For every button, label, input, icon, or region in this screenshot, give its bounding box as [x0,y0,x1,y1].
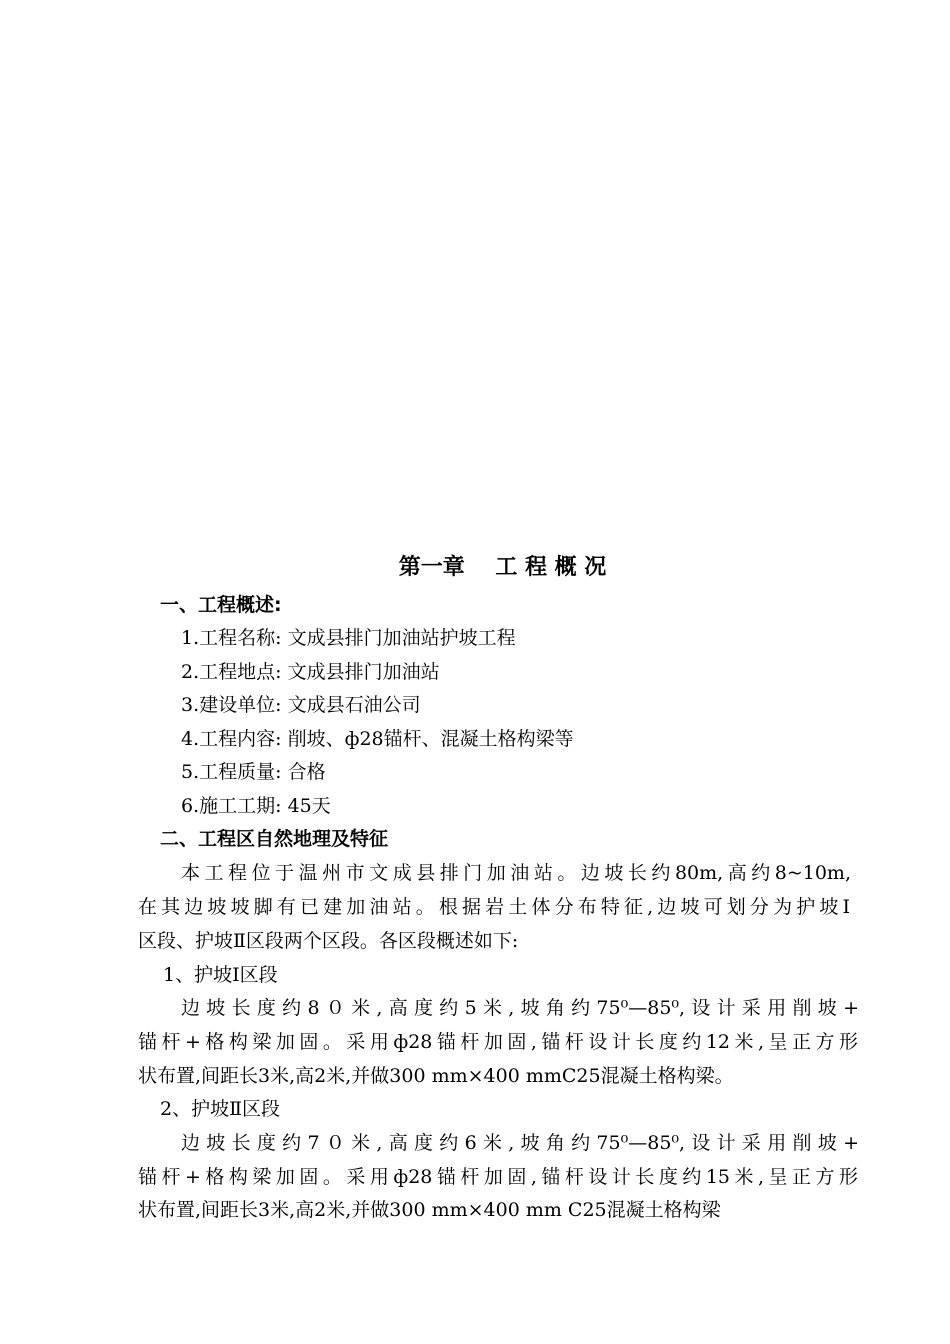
overview-item-owner: 3.建设单位: 文成县石油公司 [181,694,421,716]
paragraph-line: 边坡长度约7０米,高度约6米,坡角约75⁰—85⁰,设计采用削坡+ [181,1132,859,1154]
section-heading-overview: 一、工程概述: [160,594,282,616]
overview-item-quality: 5.工程质量: 合格 [181,761,326,783]
zone2-heading: 2、护坡Ⅱ区段 [160,1098,281,1120]
overview-item-duration: 6.施工工期: 45天 [181,795,331,817]
paragraph-line: 锚杆+格构梁加固。采用ф28锚杆加固,锚杆设计长度约15米,呈正方形 [138,1166,858,1188]
overview-item-location: 2.工程地点: 文成县排门加油站 [181,661,440,683]
paragraph-line: 在其边坡坡脚有已建加油站。根据岩土体分布特征,边坡可划分为护坡Ⅰ [138,896,850,918]
paragraph-line: 状布置,间距长3米,高2米,并做300 mm×400 mm C25混凝土格构梁 [138,1199,721,1221]
paragraph-line: 状布置,间距长3米,高2米,并做300 mm×400 mmC25混凝土格构梁。 [138,1065,734,1087]
overview-item-content: 4.工程内容: 削坡、ф28锚杆、混凝土格构梁等 [181,728,574,750]
paragraph-line: 边坡长度约8０米,高度约5米,坡角约75⁰—85⁰,设计采用削坡+ [181,997,859,1019]
overview-item-name: 1.工程名称: 文成县排门加油站护坡工程 [181,627,516,649]
section-heading-geography: 二、工程区自然地理及特征 [160,828,389,850]
zone1-heading: 1、护坡Ⅰ区段 [163,964,278,986]
paragraph-line: 本工程位于温州市文成县排门加油站。边坡长约80m,高约8~10m, [181,862,851,884]
chapter-title: 第一章 工 程 概 况 [398,555,607,580]
paragraph-line: 锚杆+格构梁加固。采用ф28锚杆加固,锚杆设计长度约12米,呈正方形 [138,1031,858,1053]
paragraph-line: 区段、护坡Ⅱ区段两个区段。各区段概述如下: [138,930,519,952]
